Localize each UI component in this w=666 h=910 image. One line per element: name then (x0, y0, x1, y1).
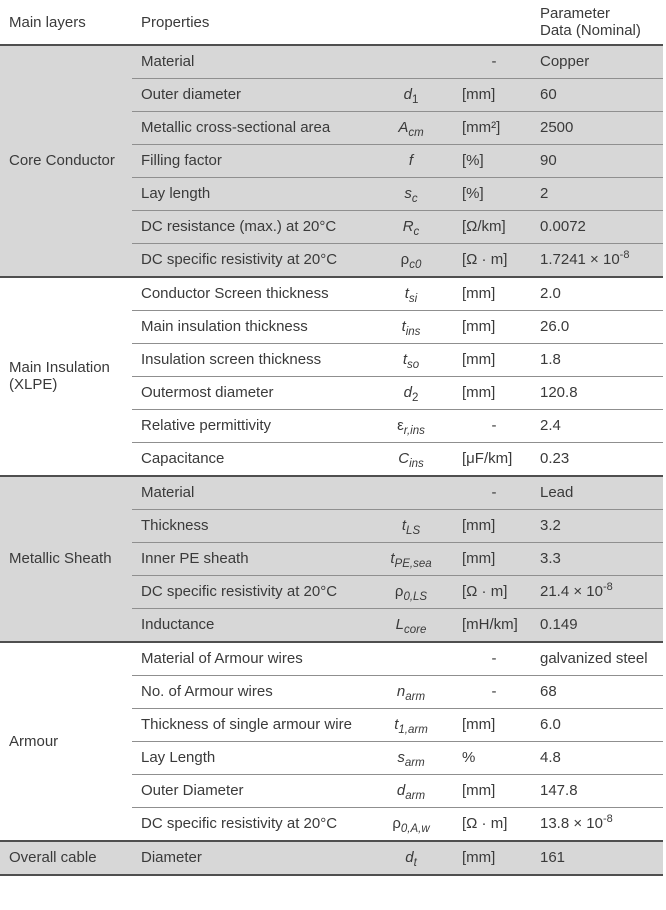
unit-cell: - (458, 642, 538, 676)
value-exponent: -8 (602, 813, 613, 825)
symbol-subscript: cm (408, 127, 424, 139)
layer-cell: Overall cable (0, 841, 132, 875)
symbol-cell (368, 476, 458, 510)
symbol-cell (368, 841, 458, 875)
symbol-subscript: core (403, 624, 427, 636)
property-cell: Outermost diameter (132, 377, 368, 410)
table-header (0, 0, 663, 45)
symbol-subscript: arm (405, 790, 426, 802)
unit-cell: [mm] (458, 79, 538, 112)
symbol-cell (368, 145, 458, 178)
symbol-base: ρ (394, 583, 404, 600)
value-cell: Copper (538, 45, 663, 79)
unit-cell: [mm] (458, 277, 538, 311)
symbol-cell (368, 676, 458, 709)
table-row (0, 45, 663, 79)
section-core-conductor (0, 45, 663, 277)
value-cell (538, 244, 663, 278)
property-cell: DC resistance (max.) at 20°C (132, 211, 368, 244)
symbol-subscript: c0 (409, 259, 422, 271)
unit-cell: % (458, 742, 538, 775)
symbol-subscript: PE,sea (394, 558, 432, 570)
value-cell: 4.8 (538, 742, 663, 775)
symbol-subscript: t (413, 857, 417, 869)
symbol-cell (368, 377, 458, 410)
property-cell: Filling factor (132, 145, 368, 178)
value-cell: 68 (538, 676, 663, 709)
symbol-cell (368, 112, 458, 145)
value-exponent: -8 (602, 581, 613, 593)
table-row (0, 277, 663, 311)
unit-cell: - (458, 476, 538, 510)
property-cell: DC specific resistivity at 20°C (132, 576, 368, 609)
symbol-subscript: c (413, 226, 420, 238)
symbol-subscript: r,ins (403, 425, 425, 437)
property-cell: Thickness of single armour wire (132, 709, 368, 742)
parameter-data-line-2: Data (Nominal) (540, 22, 641, 39)
property-cell: Outer diameter (132, 79, 368, 112)
symbol-base: f (408, 152, 414, 169)
property-cell: Material of Armour wires (132, 642, 368, 676)
property-cell: Inductance (132, 609, 368, 643)
section-metallic-sheath (0, 476, 663, 642)
value-cell: 3.2 (538, 510, 663, 543)
unit-cell: [%] (458, 178, 538, 211)
symbol-base: ρ (400, 251, 410, 268)
value-cell: 0.149 (538, 609, 663, 643)
unit-cell: [mm] (458, 510, 538, 543)
symbol-base: s (397, 749, 405, 766)
symbol-base: d (403, 384, 412, 401)
value-cell: Lead (538, 476, 663, 510)
layer-cell: Metallic Sheath (0, 476, 132, 642)
layer-cell: Core Conductor (0, 45, 132, 277)
property-cell: Outer Diameter (132, 775, 368, 808)
symbol-subscript: 1 (411, 94, 419, 106)
symbol-subscript: 1,arm (398, 724, 428, 736)
unit-cell: [mH/km] (458, 609, 538, 643)
property-cell: DC specific resistivity at 20°C (132, 808, 368, 842)
property-cell: Relative permittivity (132, 410, 368, 443)
symbol-cell (368, 443, 458, 477)
value-cell: 2.4 (538, 410, 663, 443)
header-row (0, 0, 663, 45)
symbol-subscript: 2 (411, 392, 419, 404)
unit-cell: [Ω · m] (458, 576, 538, 609)
unit-cell: [mm²] (458, 112, 538, 145)
property-cell: Inner PE sheath (132, 543, 368, 576)
col-header-properties: Properties (141, 13, 210, 31)
value-cell: 161 (538, 841, 663, 875)
symbol-cell (368, 311, 458, 344)
unit-cell: [Ω/km] (458, 211, 538, 244)
symbol-subscript: so (407, 359, 420, 371)
col-header-parameter-data (538, 0, 663, 45)
unit-cell: [mm] (458, 775, 538, 808)
property-cell: Lay Length (132, 742, 368, 775)
value-cell: galvanized steel (538, 642, 663, 676)
symbol-cell (368, 808, 458, 842)
symbol-base: n (396, 683, 406, 700)
property-cell: Insulation screen thickness (132, 344, 368, 377)
unit-cell: [mm] (458, 709, 538, 742)
value-cell: 2500 (538, 112, 663, 145)
value-cell: 3.3 (538, 543, 663, 576)
value-cell: 90 (538, 145, 663, 178)
symbol-subscript: arm (405, 691, 426, 703)
symbol-base: A (398, 119, 409, 136)
value-cell: 2.0 (538, 277, 663, 311)
symbol-base: C (398, 450, 410, 467)
symbol-subscript: c (411, 193, 418, 205)
symbol-cell (368, 709, 458, 742)
unit-cell: - (458, 676, 538, 709)
symbol-cell (368, 45, 458, 79)
symbol-base: ε (397, 417, 404, 434)
property-cell: Material (132, 476, 368, 510)
symbol-base: t (404, 285, 409, 302)
value-cell: 1.8 (538, 344, 663, 377)
symbol-cell (368, 510, 458, 543)
symbol-base: t (401, 318, 406, 335)
value-text: 21.4 × 10 (540, 583, 603, 600)
property-cell: Capacitance (132, 443, 368, 477)
unit-cell: [mm] (458, 377, 538, 410)
symbol-cell (368, 775, 458, 808)
symbol-cell (368, 277, 458, 311)
symbol-cell (368, 543, 458, 576)
value-cell: 0.0072 (538, 211, 663, 244)
unit-cell: - (458, 410, 538, 443)
symbol-cell (368, 211, 458, 244)
property-cell: DC specific resistivity at 20°C (132, 244, 368, 278)
property-cell: Material (132, 45, 368, 79)
section-armour (0, 642, 663, 841)
symbol-cell (368, 576, 458, 609)
col-header-main-layers: Main layers (9, 13, 86, 31)
value-cell: 2 (538, 178, 663, 211)
property-cell: Main insulation thickness (132, 311, 368, 344)
symbol-subscript: 0,LS (403, 591, 428, 603)
symbol-base: t (394, 716, 399, 733)
value-cell (538, 576, 663, 609)
section-main-insulation-xlpe (0, 277, 663, 476)
value-exponent: -8 (619, 249, 630, 261)
table-row (0, 642, 663, 676)
symbol-cell (368, 609, 458, 643)
symbol-subscript: si (408, 293, 418, 305)
symbol-base: d (403, 86, 412, 103)
symbol-base: L (395, 616, 404, 633)
symbol-subscript: LS (406, 525, 421, 537)
value-cell: 120.8 (538, 377, 663, 410)
table-row (0, 841, 663, 875)
property-cell: Lay length (132, 178, 368, 211)
unit-cell: [mm] (458, 543, 538, 576)
symbol-subscript: ins (409, 458, 424, 470)
section-overall-cable (0, 841, 663, 875)
property-cell: Conductor Screen thickness (132, 277, 368, 311)
unit-cell: [mm] (458, 311, 538, 344)
symbol-subscript: ins (405, 326, 421, 338)
symbol-cell (368, 344, 458, 377)
value-cell: 26.0 (538, 311, 663, 344)
symbol-base: t (402, 351, 407, 368)
value-cell: 60 (538, 79, 663, 112)
symbol-base: t (401, 517, 407, 534)
symbol-base: t (390, 550, 395, 567)
layer-cell: Main Insulation (XLPE) (0, 277, 132, 476)
symbol-cell (368, 178, 458, 211)
property-cell: Thickness (132, 510, 368, 543)
value-text: 13.8 × 10 (540, 815, 603, 832)
unit-cell: [mm] (458, 344, 538, 377)
symbol-base: ρ (392, 815, 401, 832)
value-cell: 0.23 (538, 443, 663, 477)
table-row (0, 476, 663, 510)
unit-cell: [μF/km] (458, 443, 538, 477)
value-cell: 147.8 (538, 775, 663, 808)
col-header-unit (458, 0, 538, 45)
symbol-cell (368, 244, 458, 278)
symbol-cell (368, 79, 458, 112)
value-text: 1.7241 × 10 (540, 251, 620, 268)
symbol-subscript: 0,A,w (400, 823, 430, 835)
unit-cell: [Ω · m] (458, 244, 538, 278)
value-cell: 6.0 (538, 709, 663, 742)
parameter-data-line-1: Parameter (540, 5, 611, 22)
property-cell: Metallic cross-sectional area (132, 112, 368, 145)
symbol-subscript: arm (404, 757, 425, 769)
unit-cell: [%] (458, 145, 538, 178)
value-cell (538, 808, 663, 842)
symbol-base: d (396, 782, 406, 799)
col-header-symbol (368, 0, 458, 45)
property-cell: Diameter (132, 841, 368, 875)
unit-cell: [mm] (458, 841, 538, 875)
layer-cell: Armour (0, 642, 132, 841)
symbol-base: s (404, 185, 412, 202)
property-cell: No. of Armour wires (132, 676, 368, 709)
symbol-cell (368, 642, 458, 676)
symbol-cell (368, 742, 458, 775)
unit-cell: - (458, 45, 538, 79)
symbol-base: R (402, 218, 414, 235)
unit-cell: [Ω · m] (458, 808, 538, 842)
symbol-cell (368, 410, 458, 443)
symbol-base: d (405, 849, 414, 866)
